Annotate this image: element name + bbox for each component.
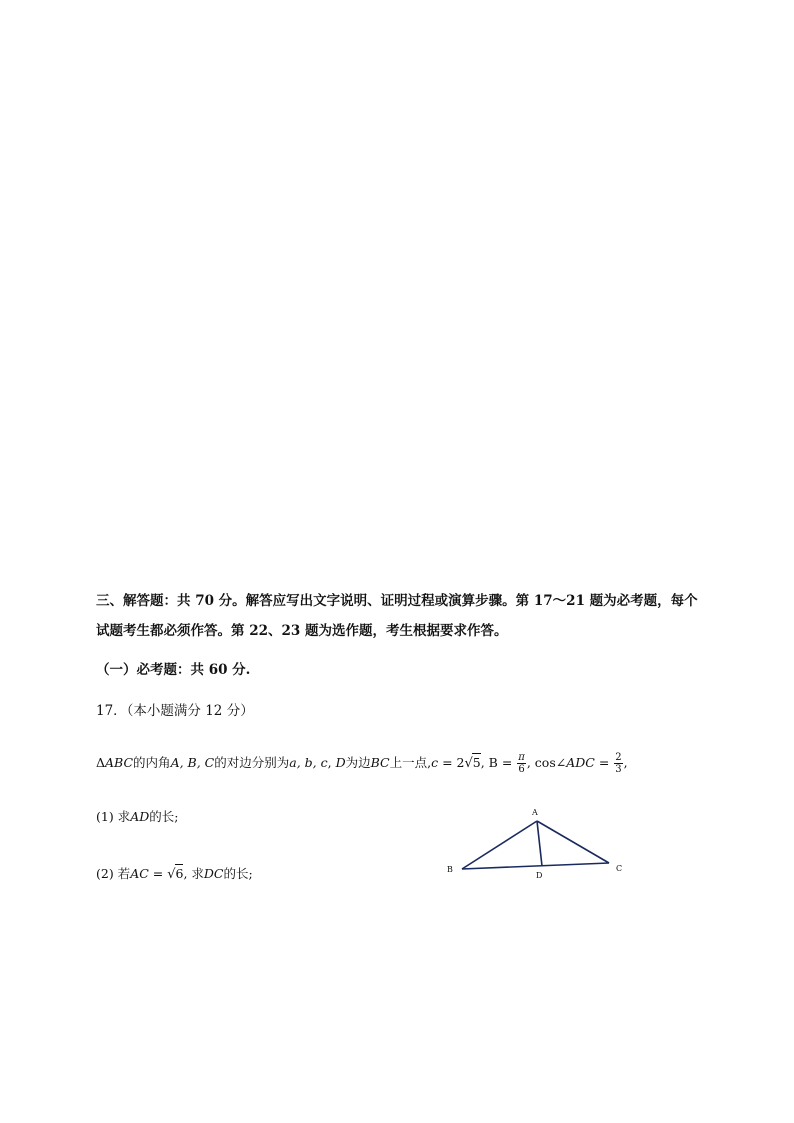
triangle-figure <box>440 802 630 882</box>
statement-text-4: 上一点, <box>389 755 432 770</box>
triangle-lines <box>462 821 609 869</box>
side-ac <box>537 821 609 863</box>
sides-abc: a, b, c <box>289 755 328 770</box>
q2-sqrt-symbol: √ <box>167 867 176 882</box>
c-value-prefix: = 2 <box>438 755 465 770</box>
side-bc <box>462 863 609 869</box>
angle-adc: ADC <box>566 755 595 770</box>
angle-b-eq: , B = <box>480 755 517 770</box>
section-heading-line1 <box>96 592 698 610</box>
problem-number-text: 17．（本小题满分 12 分） <box>96 703 254 719</box>
q2-prefix: (2) 若 <box>96 866 131 881</box>
q2-suffix: 的长; <box>223 866 253 881</box>
statement-text-2: 的对边分别为 <box>214 755 290 770</box>
q2-radicand: 6 <box>175 866 184 881</box>
cos-equals: = <box>594 755 614 770</box>
question-2 <box>96 864 253 884</box>
angle-b-fraction <box>517 752 526 775</box>
angle-b-numerator: π <box>518 752 525 763</box>
angle-b-denominator: 6 <box>518 764 525 775</box>
cos-numerator: 2 <box>615 752 622 763</box>
point-d: D <box>335 755 346 770</box>
section-heading-line2 <box>96 622 507 640</box>
q2-comma: , 求 <box>183 866 204 881</box>
statement-end: , <box>623 755 628 770</box>
side-ab <box>462 821 537 869</box>
triangle-abc: ABC <box>105 755 134 770</box>
cos-fraction <box>614 752 622 775</box>
subheading-text: （一）必考题：共 60 分. <box>96 662 251 678</box>
q2-var-dc: DC <box>203 866 224 881</box>
q2-var-ac: AC <box>130 866 149 881</box>
delta-symbol: Δ <box>96 755 106 770</box>
angles-abc: A, B, C <box>170 755 215 770</box>
side-c: c <box>431 755 439 770</box>
vertex-label-d: D <box>536 871 543 880</box>
segment-bc: BC <box>370 755 390 770</box>
section-heading-text-1: 三、解答题：共 70 分。解答应写出文字说明、证明过程或演算步骤。第 17～21 题为必考题，每个 <box>96 593 698 609</box>
q1-var-ad: AD <box>130 809 150 824</box>
cos-denominator: 3 <box>615 764 622 775</box>
q2-equals: = <box>148 866 168 881</box>
statement-text-3: 为边 <box>345 755 371 770</box>
q1-prefix: (1) 求 <box>96 809 131 824</box>
c-value-radicand: 5 <box>472 755 481 770</box>
sqrt-symbol: √ <box>464 756 473 771</box>
statement-comma: , <box>327 755 336 770</box>
cos-prefix: , cos∠ <box>526 755 567 770</box>
question-1 <box>96 808 178 826</box>
problem-number <box>96 702 254 720</box>
q1-suffix: 的长; <box>149 809 179 824</box>
problem-statement <box>96 752 628 775</box>
segment-ad <box>537 821 542 866</box>
vertex-label-b: B <box>447 865 453 874</box>
section-heading-text-2: 试题考生都必须作答。第 22、23 题为选作题，考生根据要求作答。 <box>96 623 508 639</box>
subheading <box>96 661 250 679</box>
vertex-label-c: C <box>616 864 623 873</box>
statement-text-1: 的内角 <box>133 755 171 770</box>
vertex-label-a: A <box>532 808 538 817</box>
